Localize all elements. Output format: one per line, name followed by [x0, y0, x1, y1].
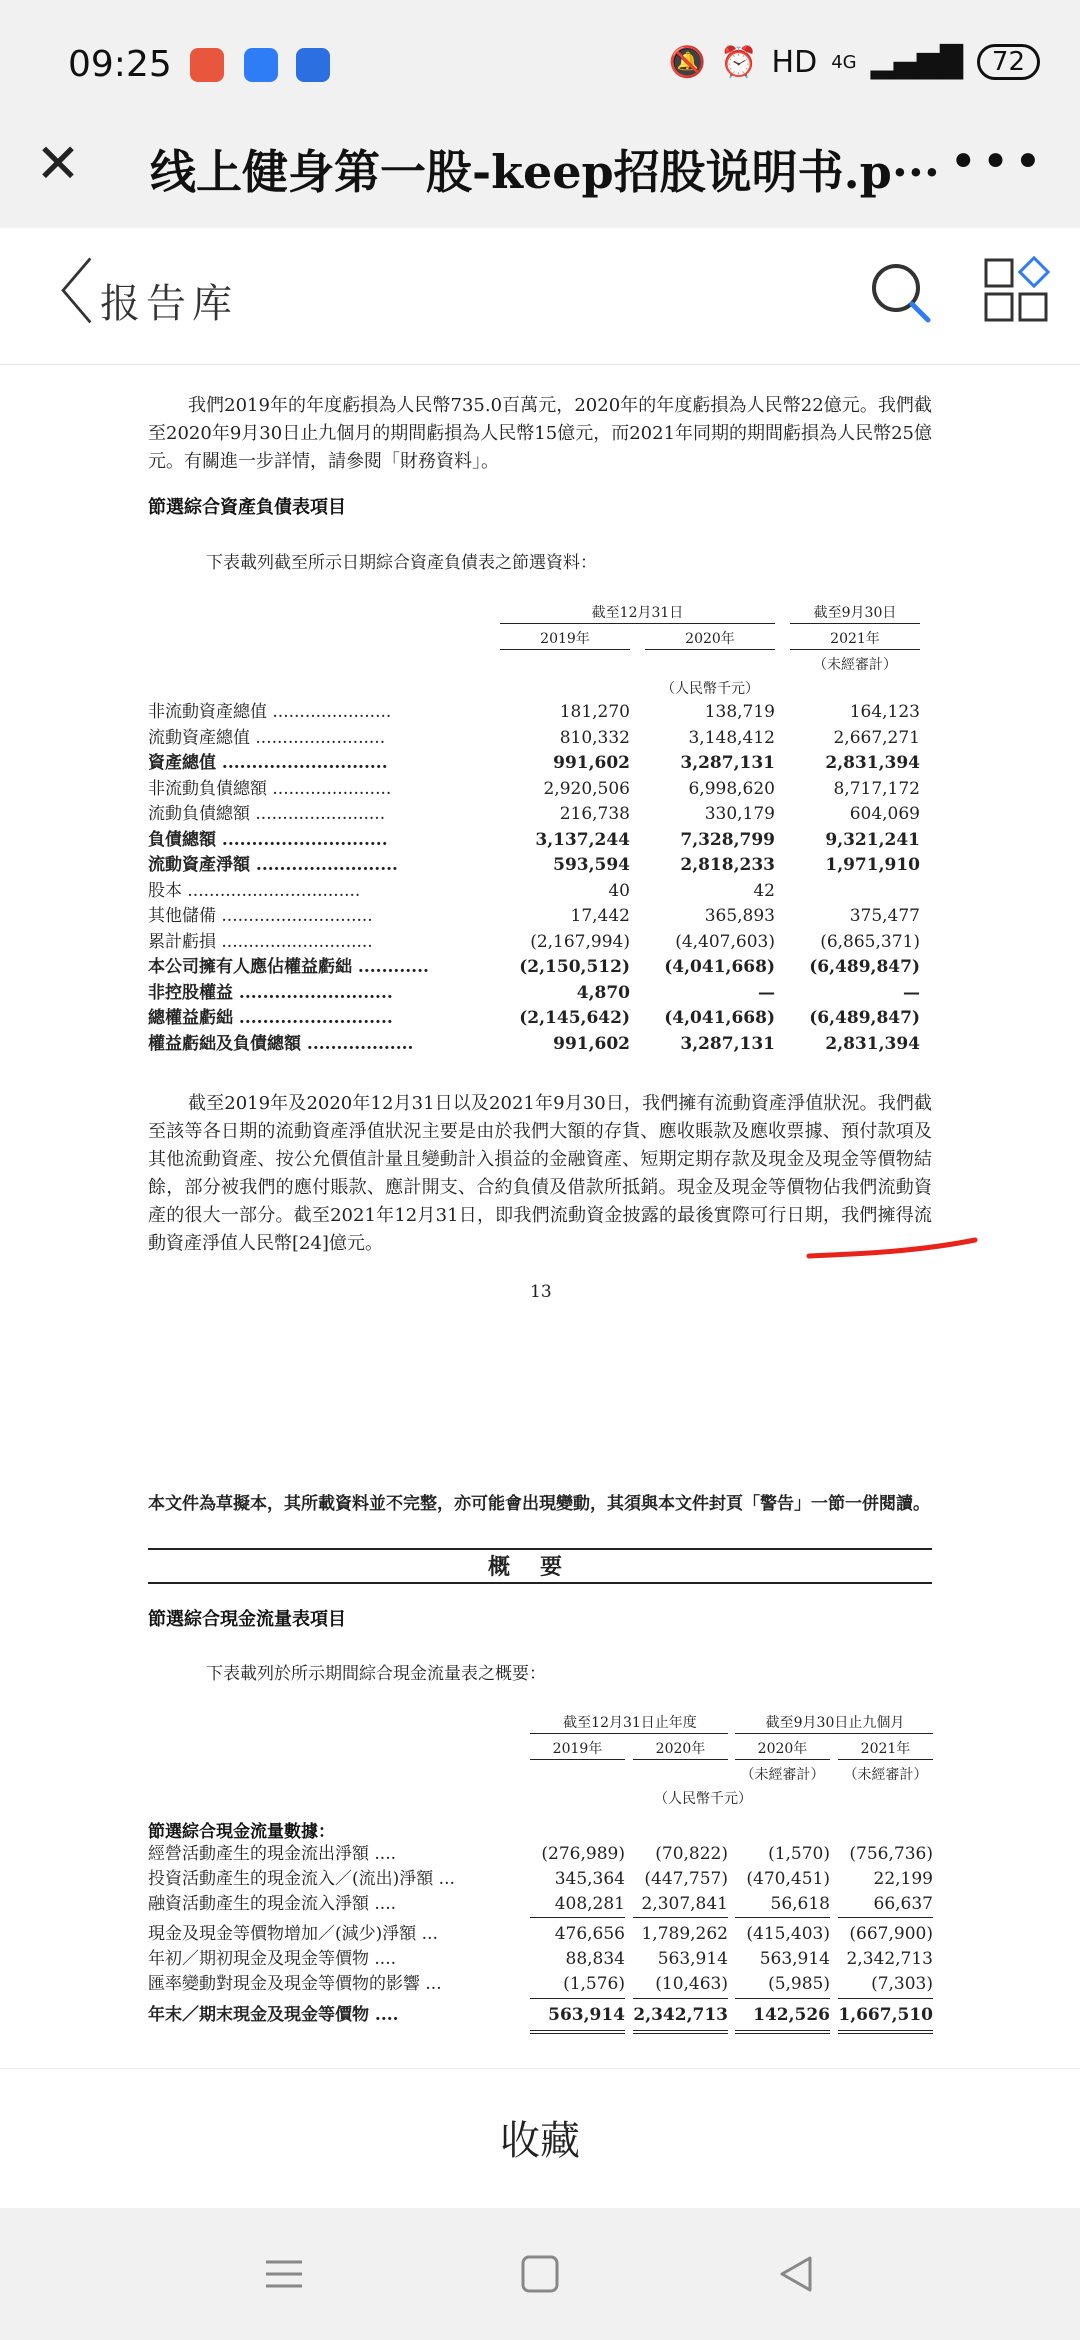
cf-row-label: 投資活動產生的現金流入／(流出)淨額 ...	[148, 1869, 455, 1889]
bs-row-value-b: 42	[753, 880, 775, 901]
bs-table-row	[148, 853, 932, 878]
bs-row-label: 流動資產總值 ........................	[148, 727, 386, 748]
bs-row-value-b: (4,041,668)	[664, 957, 775, 977]
document-title: 线上健身第一股-keep招股说明书.p···	[150, 145, 940, 199]
bottom-action-bar	[0, 2068, 1080, 2209]
bs-row-value-a: 810,332	[559, 727, 630, 748]
bs-col-2020: 2020年	[685, 631, 735, 647]
bs-row-value-b: 3,287,131	[680, 1033, 775, 1054]
cf-unit: （人民幣千元）	[654, 1791, 752, 1807]
bs-table-row	[148, 904, 932, 929]
bs-row-value-a: 593,594	[553, 855, 630, 875]
bs-group-sep30: 截至9月30日	[813, 605, 897, 621]
bs-table-row	[148, 981, 932, 1006]
bs-row-value-a: 4,870	[576, 982, 630, 1003]
bs-row-label: 權益虧絀及負債總額 ..................	[148, 1033, 414, 1054]
cf-row-value-c: 56,618	[770, 1894, 830, 1914]
cf-col-2020: 2020年	[655, 1741, 706, 1757]
bs-table-row	[148, 1032, 932, 1057]
cf-row-value-b: (447,757)	[644, 1869, 728, 1889]
bs-row-value-c: 164,123	[849, 702, 920, 722]
back-nav-icon[interactable]	[774, 2252, 818, 2296]
draft-notice: 本文件為草擬本，其所載資料並不完整，亦可能會出現變動，其須與本文件封頁「警告」一節一併閱讀。	[148, 1494, 930, 1514]
bs-group-dec31: 截至12月31日	[591, 605, 684, 621]
document-page[interactable]	[0, 365, 1080, 2065]
cf-row-value-c: 563,914	[759, 1949, 830, 1969]
balance-sheet-intro: 下表載列截至所示日期綜合資產負債表之節選資料：	[206, 553, 597, 573]
alarm-icon: ⏰	[720, 44, 758, 80]
apps-grid-icon[interactable]	[982, 256, 1052, 326]
cf-row-label: 經營活動產生的現金流出淨額 ....	[148, 1844, 397, 1864]
bs-row-value-a: 40	[608, 880, 630, 901]
cf-row-value-c: (470,451)	[746, 1869, 830, 1889]
bs-row-label: 總權益虧絀 ..........................	[148, 1008, 393, 1028]
signal-bars-icon: ▂▄▆█	[870, 44, 963, 80]
cf-total-rule	[633, 2033, 728, 2034]
cf-total-rule	[530, 2033, 625, 2034]
bs-table-row	[148, 802, 932, 827]
menu-icon[interactable]	[262, 2252, 306, 2296]
bs-table-row	[148, 879, 932, 904]
bs-row-value-a: (2,150,512)	[519, 957, 630, 977]
cf-row-value-d: (756,736)	[849, 1844, 933, 1864]
cf-row-value-b: (10,463)	[655, 1974, 728, 1994]
back-icon[interactable]: 〈	[24, 252, 94, 334]
cf-row-label: 融資活動產生的現金流入淨額 ....	[148, 1894, 397, 1914]
baidu-app-icon	[244, 48, 278, 82]
android-app-icon	[296, 48, 330, 82]
cf-row-value-c: 142,526	[753, 2005, 830, 2025]
bs-row-value-b: 3,287,131	[680, 753, 775, 773]
status-indicators	[669, 44, 1040, 80]
mute-icon: 🔕	[668, 44, 707, 80]
bs-table-row	[148, 1006, 932, 1031]
cf-row-label: 年初／期初現金及現金等價物 ....	[148, 1949, 397, 1969]
cf-row-value-b: 1,789,262	[641, 1924, 728, 1944]
bs-row-label: 本公司擁有人應佔權益虧絀 ............	[148, 957, 429, 977]
cf-header-rule-2	[735, 1733, 933, 1734]
cf-row-value-c: (5,985)	[768, 1974, 830, 1994]
cf-row-value-d: 66,637	[873, 1894, 933, 1914]
bs-row-value-c: 2,831,394	[825, 753, 920, 773]
bs-table-row	[148, 777, 932, 802]
bs-row-label: 股本 ................................	[148, 880, 361, 901]
nav-bar	[0, 228, 1080, 365]
cf-row-value-b: 2,307,841	[641, 1894, 728, 1914]
cf-row-value-d: (7,303)	[871, 1974, 933, 1994]
cf-total-rule	[530, 2030, 625, 2031]
cf-row-value-d: (667,900)	[849, 1924, 933, 1944]
cf-total-rule	[735, 2030, 830, 2031]
bs-row-value-b: (4,407,603)	[675, 931, 775, 952]
cf-total-rule	[633, 1998, 728, 1999]
cf-total-rule	[735, 1998, 830, 1999]
cf-total-rule	[838, 1998, 933, 1999]
cf-row-value-d: 22,199	[873, 1869, 933, 1889]
cf-col-rule-3	[735, 1759, 830, 1760]
bs-row-value-b: 330,179	[704, 804, 775, 824]
cf-row-value-b: (70,822)	[655, 1844, 728, 1864]
bs-row-value-b: 3,148,412	[688, 727, 775, 748]
system-nav-bar	[0, 2208, 1080, 2340]
bs-row-value-a: (2,145,642)	[519, 1008, 630, 1028]
bs-row-value-c: 375,477	[849, 906, 920, 926]
title-bar	[0, 100, 1080, 228]
bs-row-label: 流動負債總額 ........................	[148, 804, 386, 824]
cf-group-year: 截至12月31日止年度	[563, 1715, 697, 1731]
bs-row-value-a: 991,602	[553, 753, 630, 773]
cf-table-row	[148, 1867, 932, 1892]
bs-row-value-c: 604,069	[849, 804, 920, 824]
bs-row-value-c: 8,717,172	[833, 778, 920, 799]
cash-flow-subheading: 節選綜合現金流量數據：	[148, 1822, 335, 1842]
cf-unaudited-1: （未經審計）	[740, 1767, 825, 1783]
cf-table-row	[148, 1972, 932, 1997]
close-icon[interactable]: ✕	[35, 132, 81, 195]
cf-col-2019: 2019年	[552, 1741, 603, 1757]
bs-col-2019: 2019年	[540, 631, 590, 647]
bs-row-label: 資產總值 ............................	[148, 753, 388, 773]
bs-row-value-c: (6,489,847)	[809, 957, 920, 977]
cash-flow-heading: 節選綜合現金流量表項目	[148, 1609, 346, 1630]
bs-col-rule-1	[500, 649, 630, 650]
bs-row-value-a: 991,602	[553, 1033, 630, 1054]
bs-row-label: 流動資產淨額 ........................	[148, 855, 398, 875]
bs-col-rule-2	[645, 649, 775, 650]
cf-total-rule	[530, 1917, 625, 1918]
network-hd: HD	[771, 44, 818, 80]
bs-row-value-c: (6,489,847)	[809, 1008, 920, 1028]
cf-row-value-b: 563,914	[657, 1949, 728, 1969]
bs-table-row	[148, 751, 932, 776]
paragraph-loss-summary: 我們2019年的年度虧損為人民幣735.0百萬元，2020年的年度虧損為人民幣22億元。我們截至2020年9月30日止九個月的期間虧損為人民幣15億元，而2021年同期的期間虧損為人民幣25億元。有關進一步詳情，請參閱「財務資料」。	[148, 395, 932, 472]
cf-row-value-a: 563,914	[548, 2005, 625, 2025]
cf-total-rule	[633, 1917, 728, 1918]
bs-col-rule-3	[790, 649, 920, 650]
cf-row-label: 現金及現金等價物增加／(減少)淨額 ...	[148, 1924, 438, 1944]
cf-table-row	[148, 2003, 932, 2028]
bs-row-value-b: (4,041,668)	[664, 1008, 775, 1028]
home-icon[interactable]	[518, 2252, 562, 2296]
cf-row-value-a: 88,834	[565, 1949, 625, 1969]
bs-row-label: 負債總額 ............................	[148, 829, 388, 850]
cf-row-value-a: 345,364	[554, 1869, 625, 1889]
nav-title: 报告库	[100, 281, 238, 327]
battery-level: 72	[977, 44, 1040, 80]
cf-table-row	[148, 1947, 932, 1972]
cf-row-value-c: (1,570)	[768, 1844, 830, 1864]
cash-flow-intro: 下表載列於所示期間綜合現金流量表之概要：	[206, 1664, 546, 1684]
cf-group-nine-months: 截至9月30日止九個月	[765, 1715, 905, 1731]
cf-table-row	[148, 1922, 932, 1947]
bs-row-value-c: 2,667,271	[833, 727, 920, 748]
cf-row-value-d: 1,667,510	[838, 2005, 933, 2025]
signal-4g: 4G	[831, 51, 857, 73]
cf-row-value-a: 408,281	[554, 1894, 625, 1914]
bs-table-row	[148, 828, 932, 853]
bs-row-label: 其他儲備 ............................	[148, 906, 373, 926]
bs-table-row	[148, 726, 932, 751]
cf-unaudited-2: （未經審計）	[843, 1767, 928, 1783]
bs-row-value-a: 2,920,506	[543, 778, 630, 799]
cf-row-label: 匯率變動對現金及現金等價物的影響 ...	[148, 1974, 442, 1994]
cf-row-value-a: (276,989)	[541, 1844, 625, 1864]
bs-row-value-a: 17,442	[570, 906, 630, 926]
bs-row-label: 非流動負債總額 ......................	[148, 778, 392, 799]
bs-row-value-c: (6,865,371)	[820, 931, 920, 952]
bs-row-value-a: (2,167,994)	[530, 931, 630, 952]
cf-row-value-a: 476,656	[554, 1924, 625, 1944]
bs-table-row	[148, 955, 932, 980]
bs-row-label: 非流動資產總值 ......................	[148, 702, 392, 722]
section-title: 概要	[487, 1554, 592, 1580]
bs-row-value-b: 6,998,620	[688, 778, 775, 799]
cf-col-rule-4	[838, 1759, 933, 1760]
cf-row-value-a: (1,576)	[563, 1974, 625, 1994]
cf-col-rule-2	[633, 1759, 728, 1760]
cf-total-rule	[838, 1917, 933, 1918]
bs-row-label: 非控股權益 ..........................	[148, 982, 393, 1003]
bs-row-value-a: 3,137,244	[535, 829, 630, 850]
bs-row-value-c: 1,971,910	[825, 855, 920, 875]
paragraph-net-current-assets: 截至2019年及2020年12月31日以及2021年9月30日，我們擁有流動資產淨值狀況。我們截至該等各日期的流動資產淨值狀況主要是由於我們大額的存貨、應收賬款及應收票據、預付款項及其他流動資產、按公允價值計量且變動計入損益的金融資產、短期定期存款及現金及現金等價物結餘，部分被我們的應付賬款、應計開支、合約負債及借款所抵銷。現金及現金等價物佔我們流動資產的很大一部分。截至2021年12月31日，即我們流動資金披露的最後實際可行日期，我們擁得流動資產淨值人民幣[24]億元。	[148, 1093, 932, 1254]
bs-unit: （人民幣千元）	[661, 681, 759, 697]
collect-button[interactable]: 收藏	[500, 2118, 580, 2164]
cf-row-label: 年末／期末現金及現金等價物 ....	[148, 2005, 399, 2025]
bs-row-value-b: 138,719	[704, 702, 775, 722]
cf-row-value-b: 2,342,713	[633, 2005, 728, 2025]
balance-sheet-heading: 節選綜合資產負債表項目	[148, 497, 346, 518]
cf-row-value-d: 2,342,713	[846, 1949, 933, 1969]
bs-col-2021: 2021年	[830, 631, 880, 647]
status-time: 09:25	[68, 44, 172, 85]
bs-row-value-a: 216,738	[559, 804, 630, 824]
bs-row-label: 累計虧損 ............................	[148, 931, 373, 952]
bs-table-row	[148, 700, 932, 725]
cf-total-rule	[735, 1917, 830, 1918]
cf-col-2020-nine: 2020年	[757, 1741, 808, 1757]
search-icon[interactable]	[866, 258, 936, 328]
cf-total-rule	[633, 2030, 728, 2031]
cf-total-rule	[838, 2030, 933, 2031]
bs-row-value-c: 2,831,394	[825, 1033, 920, 1054]
bs-row-value-b: 2,818,233	[680, 855, 775, 875]
bs-row-value-b: 365,893	[704, 906, 775, 926]
section-rule-bottom	[148, 1582, 932, 1584]
bs-unaudited: （未經審計）	[813, 657, 897, 673]
bs-row-value-b: —	[758, 982, 775, 1003]
cf-header-rule-1	[530, 1733, 728, 1734]
bs-table-row	[148, 930, 932, 955]
cf-total-rule	[838, 2033, 933, 2034]
bs-header-rule-2	[790, 623, 920, 624]
cf-col-2021-nine: 2021年	[860, 1741, 911, 1757]
bs-row-value-c: —	[903, 982, 920, 1003]
cf-total-rule	[735, 2033, 830, 2034]
cf-row-value-c: (415,403)	[746, 1924, 830, 1944]
cf-table-row	[148, 1892, 932, 1917]
cf-total-rule	[530, 1998, 625, 1999]
bs-header-rule-1	[500, 623, 775, 624]
bs-row-value-b: 7,328,799	[680, 829, 775, 850]
cf-table-row	[148, 1842, 932, 1867]
cf-col-rule-1	[530, 1759, 625, 1760]
notification-app-icon-red	[190, 48, 224, 82]
bs-row-value-c: 9,321,241	[825, 829, 920, 850]
more-options-icon[interactable]: •••	[949, 134, 1046, 190]
bs-row-value-a: 181,270	[559, 702, 630, 722]
page-number: 13	[530, 1282, 552, 1302]
